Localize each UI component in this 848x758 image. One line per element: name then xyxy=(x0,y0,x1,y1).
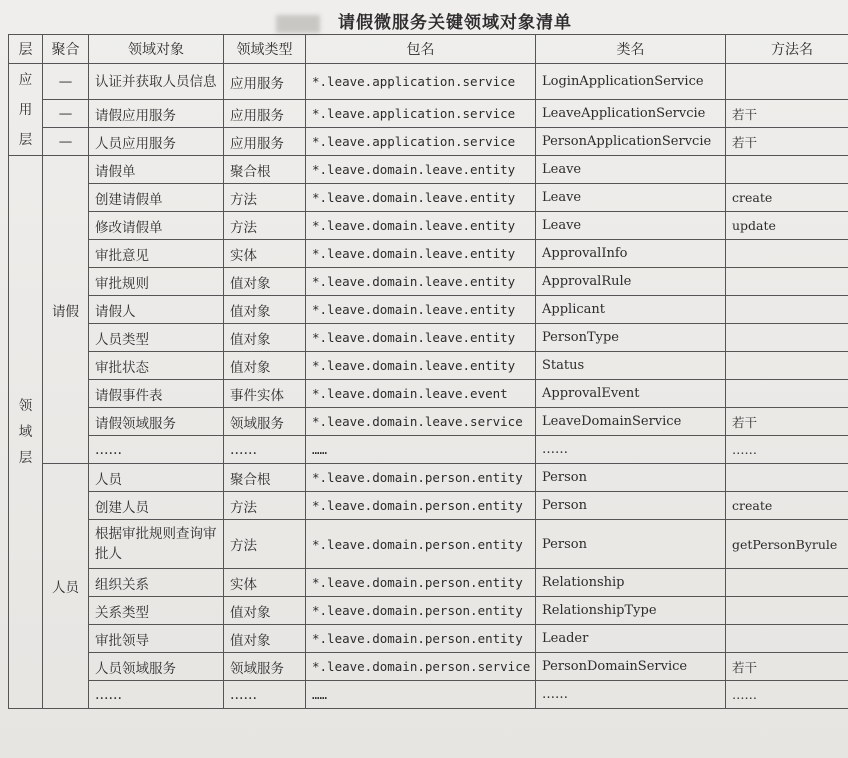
table-row xyxy=(9,380,848,408)
table-title: 请假微服务关键领域对象清单 xyxy=(0,8,848,33)
domain-type-cell: 值对象 xyxy=(224,296,306,324)
header-layer: 层 xyxy=(9,35,43,64)
method-cell: …… xyxy=(726,436,848,464)
domain-object-cell: 修改请假单 xyxy=(89,212,224,240)
method-cell: 若干 xyxy=(726,408,848,436)
domain-object-cell: 人员应用服务 xyxy=(89,128,224,156)
header-domain-object: 领域对象 xyxy=(89,35,224,64)
header-method: 方法名 xyxy=(726,35,848,64)
class-cell: Person xyxy=(536,520,726,569)
layer-cell-app: 应用层 xyxy=(9,64,43,156)
package-cell: *.leave.domain.leave.event xyxy=(306,380,536,408)
domain-type-cell: 应用服务 xyxy=(224,128,306,156)
domain-object-cell: 人员领域服务 xyxy=(89,653,224,681)
table-row xyxy=(9,100,848,128)
domain-type-cell: 值对象 xyxy=(224,324,306,352)
package-cell: *.leave.domain.leave.entity xyxy=(306,268,536,296)
header-domain-type: 领域类型 xyxy=(224,35,306,64)
method-cell xyxy=(726,156,848,184)
table-row xyxy=(9,184,848,212)
header-package: 包名 xyxy=(306,35,536,64)
method-cell: 若干 xyxy=(726,128,848,156)
aggregate-cell: — xyxy=(43,100,89,128)
method-cell xyxy=(726,625,848,653)
method-cell: 若干 xyxy=(726,653,848,681)
package-cell: *.leave.domain.leave.entity xyxy=(306,184,536,212)
class-cell: Applicant xyxy=(536,296,726,324)
domain-object-cell: 关系类型 xyxy=(89,597,224,625)
method-cell xyxy=(726,352,848,380)
method-cell: 若干 xyxy=(726,100,848,128)
aggregate-cell: — xyxy=(43,64,89,100)
method-cell xyxy=(726,464,848,492)
package-cell: *.leave.application.service xyxy=(306,100,536,128)
aggregate-cell-leave: 请假 xyxy=(43,156,89,464)
header-aggregate: 聚合 xyxy=(43,35,89,64)
domain-object-cell: 审批状态 xyxy=(89,352,224,380)
package-cell: *.leave.domain.person.service xyxy=(306,653,536,681)
package-cell: *.leave.domain.leave.entity xyxy=(306,296,536,324)
package-cell: *.leave.domain.leave.entity xyxy=(306,352,536,380)
domain-type-cell: 聚合根 xyxy=(224,156,306,184)
table-row xyxy=(9,408,848,436)
method-cell xyxy=(726,324,848,352)
domain-object-cell: 人员 xyxy=(89,464,224,492)
package-cell: …… xyxy=(306,436,536,464)
domain-object-cell: 请假人 xyxy=(89,296,224,324)
domain-type-cell: 事件实体 xyxy=(224,380,306,408)
method-cell xyxy=(726,597,848,625)
method-cell: …… xyxy=(726,681,848,709)
package-cell: *.leave.domain.person.entity xyxy=(306,597,536,625)
class-cell: Person xyxy=(536,464,726,492)
domain-type-cell: 值对象 xyxy=(224,625,306,653)
domain-type-cell: 值对象 xyxy=(224,268,306,296)
class-cell: PersonApplicationServcie xyxy=(536,128,726,156)
package-cell: *.leave.domain.person.entity xyxy=(306,492,536,520)
table-row xyxy=(9,268,848,296)
domain-object-cell: 创建人员 xyxy=(89,492,224,520)
domain-type-cell: 值对象 xyxy=(224,597,306,625)
domain-object-cell: 人员类型 xyxy=(89,324,224,352)
package-cell: *.leave.domain.leave.entity xyxy=(306,324,536,352)
domain-type-cell: 实体 xyxy=(224,569,306,597)
method-cell xyxy=(726,64,848,100)
domain-type-cell: 方法 xyxy=(224,520,306,569)
aggregate-cell-person: 人员 xyxy=(43,464,89,709)
table-row xyxy=(9,653,848,681)
class-cell: PersonDomainService xyxy=(536,653,726,681)
domain-object-cell: 请假领域服务 xyxy=(89,408,224,436)
domain-type-cell: …… xyxy=(224,681,306,709)
package-cell: *.leave.domain.leave.entity xyxy=(306,212,536,240)
domain-object-cell: 创建请假单 xyxy=(89,184,224,212)
class-cell: ApprovalInfo xyxy=(536,240,726,268)
domain-type-cell: 值对象 xyxy=(224,352,306,380)
aggregate-cell: — xyxy=(43,128,89,156)
package-cell: *.leave.domain.leave.service xyxy=(306,408,536,436)
domain-type-cell: 应用服务 xyxy=(224,100,306,128)
domain-object-cell: 请假事件表 xyxy=(89,380,224,408)
table-row xyxy=(9,492,848,520)
header-class: 类名 xyxy=(536,35,726,64)
header-row xyxy=(9,35,848,64)
class-cell: …… xyxy=(536,436,726,464)
package-cell: …… xyxy=(306,681,536,709)
class-cell: LeaveApplicationServcie xyxy=(536,100,726,128)
table-row xyxy=(9,128,848,156)
table-row xyxy=(9,520,848,569)
class-cell: ApprovalRule xyxy=(536,268,726,296)
method-cell: create xyxy=(726,184,848,212)
method-cell: update xyxy=(726,212,848,240)
table-row xyxy=(9,436,848,464)
domain-object-cell: 审批规则 xyxy=(89,268,224,296)
class-cell: LeaveDomainService xyxy=(536,408,726,436)
domain-object-cell: 审批意见 xyxy=(89,240,224,268)
domain-object-cell: 组织关系 xyxy=(89,569,224,597)
domain-type-cell: 方法 xyxy=(224,184,306,212)
package-cell: *.leave.domain.person.entity xyxy=(306,569,536,597)
table-row xyxy=(9,240,848,268)
domain-type-cell: 应用服务 xyxy=(224,64,306,100)
class-cell: ApprovalEvent xyxy=(536,380,726,408)
domain-type-cell: 聚合根 xyxy=(224,464,306,492)
table-row xyxy=(9,64,848,100)
method-cell xyxy=(726,296,848,324)
table-row xyxy=(9,296,848,324)
class-cell: RelationshipType xyxy=(536,597,726,625)
domain-type-cell: 方法 xyxy=(224,212,306,240)
package-cell: *.leave.domain.person.entity xyxy=(306,520,536,569)
domain-object-cell: 请假应用服务 xyxy=(89,100,224,128)
domain-type-cell: 领域服务 xyxy=(224,408,306,436)
method-cell: create xyxy=(726,492,848,520)
table-row xyxy=(9,324,848,352)
package-cell: *.leave.application.service xyxy=(306,128,536,156)
class-cell: Leader xyxy=(536,625,726,653)
redacted-mark xyxy=(276,15,320,33)
table-row xyxy=(9,597,848,625)
table-row xyxy=(9,352,848,380)
class-cell: Leave xyxy=(536,184,726,212)
table-row xyxy=(9,681,848,709)
package-cell: *.leave.domain.leave.entity xyxy=(306,156,536,184)
method-cell xyxy=(726,569,848,597)
table-row xyxy=(9,212,848,240)
package-cell: *.leave.domain.person.entity xyxy=(306,464,536,492)
class-cell: Leave xyxy=(536,156,726,184)
class-cell: Leave xyxy=(536,212,726,240)
table-body xyxy=(9,64,848,709)
class-cell: PersonType xyxy=(536,324,726,352)
class-cell: Relationship xyxy=(536,569,726,597)
package-cell: *.leave.domain.leave.entity xyxy=(306,240,536,268)
class-cell: Status xyxy=(536,352,726,380)
domain-type-cell: 实体 xyxy=(224,240,306,268)
table-row xyxy=(9,156,848,184)
domain-type-cell: …… xyxy=(224,436,306,464)
method-cell: getPersonByrule xyxy=(726,520,848,569)
method-cell xyxy=(726,268,848,296)
table-row xyxy=(9,625,848,653)
domain-objects-table xyxy=(8,34,848,709)
domain-object-cell: …… xyxy=(89,436,224,464)
layer-cell-domain: 领域层 xyxy=(9,156,43,709)
package-cell: *.leave.domain.person.entity xyxy=(306,625,536,653)
class-cell: LoginApplicationService xyxy=(536,64,726,100)
package-cell: *.leave.application.service xyxy=(306,64,536,100)
table-row xyxy=(9,569,848,597)
domain-object-cell: …… xyxy=(89,681,224,709)
method-cell xyxy=(726,380,848,408)
table-row xyxy=(9,464,848,492)
domain-object-cell: 根据审批规则查询审批人 xyxy=(89,520,224,569)
domain-object-cell: 认证并获取人员信息 xyxy=(89,64,224,100)
class-cell: …… xyxy=(536,681,726,709)
method-cell xyxy=(726,240,848,268)
domain-type-cell: 领域服务 xyxy=(224,653,306,681)
domain-object-cell: 请假单 xyxy=(89,156,224,184)
domain-type-cell: 方法 xyxy=(224,492,306,520)
class-cell: Person xyxy=(536,492,726,520)
domain-object-cell: 审批领导 xyxy=(89,625,224,653)
